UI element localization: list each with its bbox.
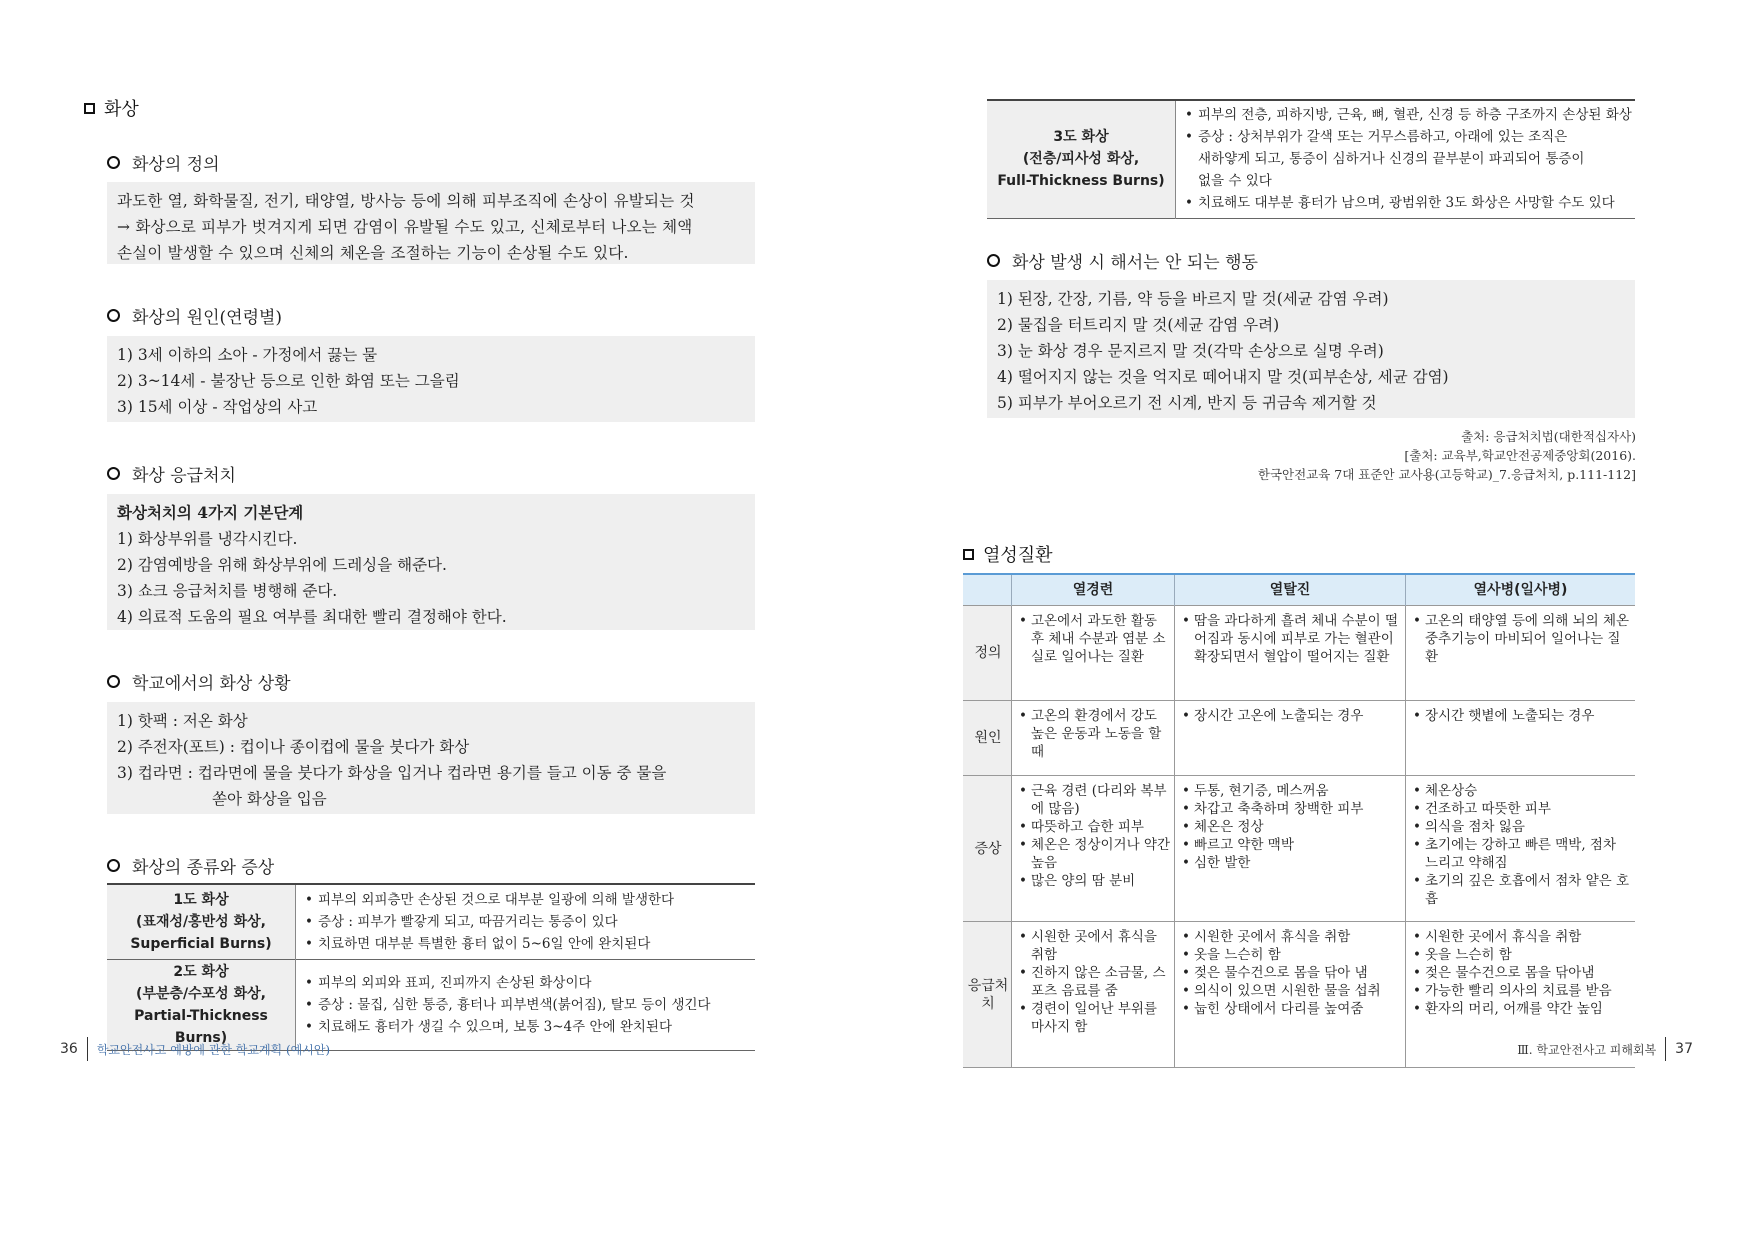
- column-header: 열탈진: [1175, 574, 1406, 606]
- table-cell: • 고온에서 과도한 활동 후 체내 수분과 염분 소실로 일어나는 질환: [1012, 606, 1175, 701]
- column-header: 열경련: [1012, 574, 1175, 606]
- subheading-types: 화상의 종류와 증상: [107, 853, 274, 878]
- table-cell: • 두통, 현기증, 메스꺼움 • 차갑고 축축하며 창백한 피부 • 체온은 정상 • 빠르고 약한 맥박 • 심한 발한: [1175, 776, 1406, 922]
- subheading-donts: 화상 발생 시 해서는 안 되는 행동: [987, 248, 1258, 273]
- table-cell: • 장시간 고온에 노출되는 경우: [1175, 701, 1406, 776]
- dont-item: 5) 피부가 부어오르기 전 시계, 반지 등 귀금속 제거할 것: [997, 394, 1377, 412]
- footer-divider: [87, 1037, 88, 1061]
- table-row: [963, 701, 1635, 776]
- circle-bullet-icon: [107, 156, 120, 169]
- definition-line: 과도한 열, 화학물질, 전기, 태양열, 방사능 등에 의해 피부조직에 손상이 유발되는 것: [117, 192, 695, 210]
- row-header: 원인: [963, 701, 1012, 776]
- circle-bullet-icon: [107, 859, 120, 872]
- school-item: 1) 핫팩 : 저온 화상: [117, 712, 248, 730]
- burn-degree-title: 3도 화상 (전층/피사성 화상, Full-Thickness Burns): [987, 100, 1176, 218]
- burn-degree-symptoms: [1176, 100, 1636, 218]
- school-item: 3) 컵라면 : 컵라면에 물을 붓다가 화상을 입거나 컵라면 용기를 들고 이동 중 물을: [117, 764, 667, 782]
- row-header: 증상: [963, 776, 1012, 922]
- third-degree-table: [987, 99, 1635, 219]
- donts-box: [987, 280, 1635, 418]
- section-heading-burns: 화상: [84, 95, 139, 121]
- cause-item: 2) 3~14세 - 불장난 등으로 인한 화염 또는 그을림: [117, 372, 460, 390]
- table-cell: • 고온의 환경에서 강도 높은 운동과 노동을 할 때: [1012, 701, 1175, 776]
- burn-degree-title: 1도 화상 (표재성/홍반성 화상, Superficial Burns): [107, 884, 296, 959]
- footer-title: Ⅲ. 학교안전사고 피해회복: [1517, 1042, 1657, 1057]
- table-cell: • 장시간 햇볕에 노출되는 경우: [1406, 701, 1636, 776]
- source-citation: 출처: 응급처치법(대한적십자사) [출처: 교육부,학교안전공제중앙회(2016). 한국안전교육 7대 표준안 교사용(고등학교)_7.응급처치, p.111-112]: [1257, 429, 1636, 482]
- dont-item: 1) 된장, 간장, 기름, 약 등을 바르지 말 것(세균 감염 우려): [997, 290, 1389, 308]
- first-aid-subtitle: 화상처치의 4가지 기본단계: [117, 503, 304, 522]
- row-header: 정의: [963, 606, 1012, 701]
- subheading-definition: 화상의 정의: [107, 150, 220, 175]
- definition-line: 손실이 발생할 수 있으며 신체의 체온을 조절하는 기능이 손상될 수도 있다.: [117, 244, 629, 262]
- first-aid-step: 1) 화상부위를 냉각시킨다.: [117, 530, 298, 548]
- causes-box: [107, 336, 755, 422]
- table-cell: • 고온의 태양열 등에 의해 뇌의 체온중추기능이 마비되어 일어나는 질환: [1406, 606, 1636, 701]
- footer-title: 학교안전사고 예방에 관한 학교계획 (예시안): [96, 1042, 331, 1057]
- square-bullet-icon: [84, 103, 95, 114]
- left-page: [0, 0, 876, 1240]
- right-page: [876, 0, 1753, 1240]
- list-item: • 증상 : 피부가 빨갛게 되고, 따끔거리는 통증이 있다: [318, 911, 754, 933]
- square-bullet-icon: [963, 549, 974, 560]
- circle-bullet-icon: [107, 467, 120, 480]
- first-aid-step: 3) 쇼크 응급처치를 병행해 준다.: [117, 582, 338, 600]
- burn-types-table: [107, 883, 755, 1051]
- footer-right: [1517, 1037, 1693, 1061]
- table-cell: • 시원한 곳에서 휴식을 취함 • 옷을 느슨히 함 • 젖은 물수건으로 몸을 닦아냄 • 가능한 빨리 의사의 치료를 받음 • 환자의 머리, 어깨를 약간 높임: [1406, 922, 1636, 1068]
- table-row: [987, 100, 1635, 218]
- page-number: 36: [60, 1041, 78, 1057]
- burn-degree-symptoms: [296, 959, 756, 1050]
- burn-degree-title: 2도 화상 (부분층/수포성 화상, Partial-Thickness Burns): [107, 959, 296, 1050]
- subheading-school: 학교에서의 화상 상황: [107, 669, 291, 694]
- circle-bullet-icon: [107, 675, 120, 688]
- row-header: 응급처치: [963, 922, 1012, 1068]
- first-aid-step: 2) 감염예방을 위해 화상부위에 드레싱을 해준다.: [117, 556, 447, 574]
- school-item: 2) 주전자(포트) : 컵이나 종이컵에 물을 붓다가 화상: [117, 738, 470, 756]
- first-aid-step: 4) 의료적 도움의 필요 여부를 최대한 빨리 결정해야 한다.: [117, 608, 507, 626]
- list-item: • 증상 : 물집, 심한 통증, 흉터나 피부변색(붉어짐), 탈모 등이 생긴다: [318, 994, 754, 1016]
- footer-left: [60, 1037, 330, 1061]
- table-cell: • 시원한 곳에서 휴식을 취함 • 진하지 않은 소금물, 스포츠 음료를 줌 • 경련이 일어난 부위를 마사지 함: [1012, 922, 1175, 1068]
- table-row: [963, 606, 1635, 701]
- first-aid-box: [107, 494, 755, 630]
- definition-box: [107, 182, 755, 264]
- table-row: [963, 776, 1635, 922]
- subheading-causes: 화상의 원인(연령별): [107, 303, 282, 328]
- list-item: • 치료해도 대부분 흉터가 남으며, 광범위한 3도 화상은 사망할 수도 있다: [1198, 192, 1634, 214]
- list-item: • 치료하면 대부분 특별한 흉터 없이 5~6일 안에 완치된다: [318, 933, 754, 955]
- cause-item: 3) 15세 이상 - 작업상의 사고: [117, 398, 318, 416]
- list-item: • 치료해도 흉터가 생길 수 있으며, 보통 3~4주 안에 완치된다: [318, 1016, 754, 1038]
- list-item: • 피부의 외피층만 손상된 것으로 대부분 일광에 의해 발생한다: [318, 889, 754, 911]
- table-cell: • 근육 경련 (다리와 복부에 많음) • 따뜻하고 습한 피부 • 체온은 정상이거나 약간 높음 • 많은 양의 땀 분비: [1012, 776, 1175, 922]
- section-heading-heat: 열성질환: [963, 541, 1053, 567]
- corner-cell: [963, 574, 1012, 606]
- subheading-first-aid: 화상 응급처치: [107, 461, 236, 486]
- table-row: [107, 884, 755, 959]
- circle-bullet-icon: [107, 309, 120, 322]
- list-item: • 피부의 외피와 표피, 진피까지 손상된 화상이다: [318, 972, 754, 994]
- circle-bullet-icon: [987, 254, 1000, 267]
- table-cell: • 땀을 과다하게 흘려 체내 수분이 떨어짐과 동시에 피부로 가는 혈관이 확장되면서 혈압이 떨어지는 질환: [1175, 606, 1406, 701]
- school-item-cont: 쏟아 화상을 입음: [212, 790, 327, 808]
- cause-item: 1) 3세 이하의 소아 - 가정에서 끓는 물: [117, 346, 378, 364]
- table-cell: • 체온상승 • 건조하고 따뜻한 피부 • 의식을 점차 잃음 • 초기에는 강하고 빠른 맥박, 점차 느리고 약해짐 • 초기의 깊은 호흡에서 점차 얕은 호흡: [1406, 776, 1636, 922]
- footer-divider: [1665, 1037, 1666, 1061]
- dont-item: 2) 물집을 터트리지 말 것(세균 감염 우려): [997, 316, 1280, 334]
- dont-item: 4) 떨어지지 않는 것을 억지로 떼어내지 말 것(피부손상, 세균 감염): [997, 368, 1449, 386]
- column-header: 열사병(일사병): [1406, 574, 1636, 606]
- dont-item: 3) 눈 화상 경우 문지르지 말 것(각막 손상으로 실명 우려): [997, 342, 1384, 360]
- page-number: 37: [1675, 1041, 1693, 1057]
- list-item: • 피부의 전층, 피하지방, 근육, 뼈, 혈관, 신경 등 하층 구조까지 손상된 화상: [1198, 104, 1634, 126]
- table-header-row: [963, 574, 1635, 606]
- definition-line: → 화상으로 피부가 벗겨지게 되면 감염이 유발될 수도 있고, 신체로부터 나오는 체액: [117, 218, 693, 236]
- heat-illness-table: [963, 573, 1635, 1068]
- burn-degree-symptoms: [296, 884, 756, 959]
- list-item: • 증상 : 상처부위가 갈색 또는 거무스름하고, 아래에 있는 조직은 새하얗게 되고, 통증이 심하거나 신경의 끝부분이 파괴되어 통증이 없을 수 있다: [1198, 126, 1634, 192]
- table-cell: • 시원한 곳에서 휴식을 취함 • 옷을 느슨히 함 • 젖은 물수건으로 몸을 닦아 냄 • 의식이 있으면 시원한 물을 섭취 • 눕힌 상태에서 다리를 높여줌: [1175, 922, 1406, 1068]
- school-box: [107, 702, 755, 814]
